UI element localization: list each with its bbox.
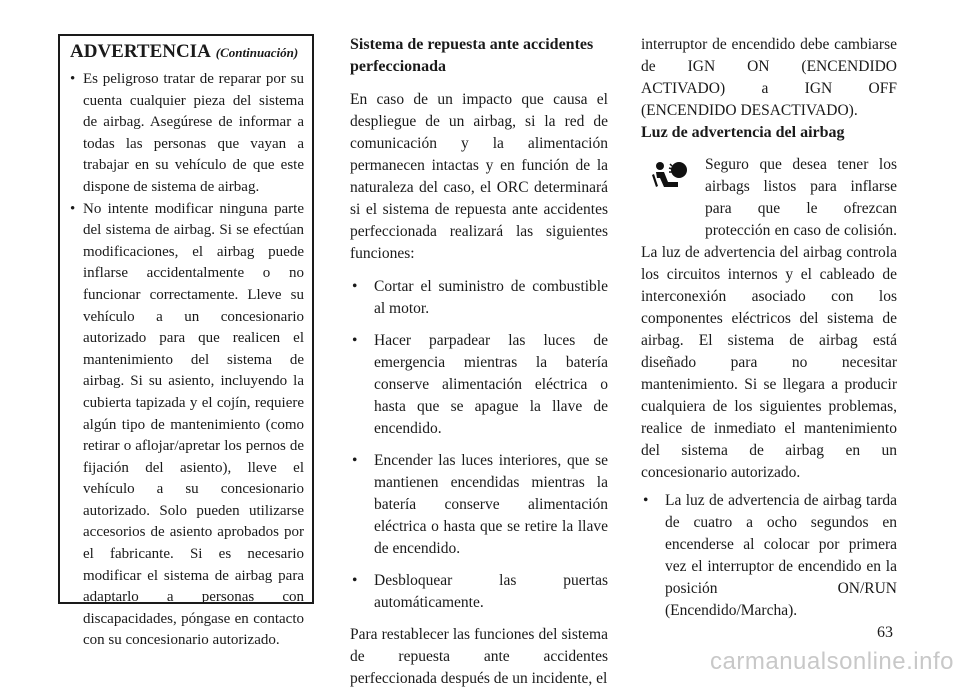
watermark: carmanualsonline.info: [710, 648, 954, 675]
warning-bullet: • No intente modificar ninguna parte del sistema de airbag. Si se efectúan modificaciones, el airbag puede inflarse accidentalmente o no funcionar correctamente. Lleve su vehículo a un concesionario autorizado para que realicen el mantenimiento del sistema de airbag. Si su asiento, incluyendo la cubierta tapizada y el cojín, requiere algún tipo de mantenimiento (como retirar o aflojar/apretar los pernos de fijación del asiento), lleve el vehículo a su concesionario autorizado. Solo pueden utilizarse accesorios de asiento aprobados por el fabricante. Si es necesario modificar el sistema de airbag para adaptarlo a personas con discapacidades, póngase en contacto con su concesionario autorizado.: [70, 199, 304, 652]
section-heading-airbag-light: Luz de advertencia del airbag: [641, 124, 845, 141]
response-functions-list: [350, 276, 608, 614]
warning-bullet-list: [70, 69, 304, 652]
warning-box: [58, 34, 314, 649]
airbag-warning-icon: [641, 154, 705, 222]
response-function-item: • Encender las luces interiores, que se mantienen encendidas mientras la batería conserve alimentación eléctrica o hasta que se retire la llave de encendido.: [350, 450, 608, 560]
response-system-closing-continued: interruptor de encendido debe cambiarse de IGN ON (ENCENDIDO ACTIVADO) a IGN OFF (ENCENDIDO DESACTIVADO).: [641, 36, 897, 119]
warning-column: [58, 34, 314, 649]
response-function-item: • Cortar el suministro de combustible al motor.: [350, 276, 608, 320]
response-system-column: [350, 34, 608, 690]
warning-continuation: (Continuación): [215, 45, 299, 60]
airbag-light-body: Seguro que desea tener los airbags listos para inflarse para que le ofrezcan protección en caso de colisión. La luz de advertencia del airbag controla los circuitos internos y el cableado de interconexión asociado con los componentes eléctricos del sistema de airbag. El sistema de airbag está diseñado para no necesitar mantenimiento. Si se llegara a producir cualquiera de los siguientes problemas, realice de inmediato el mantenimiento del sistema de airbag en un concesionario autorizado.: [641, 156, 897, 481]
airbag-problems-list: [641, 490, 897, 622]
airbag-problem-item: • La luz de advertencia de airbag tarda de cuatro a ocho segundos en encenderse al colocar por primera vez el interruptor de encendido en la posición ON/RUN (Encendido/Marcha).: [641, 490, 897, 622]
page-number: 63: [877, 624, 893, 641]
response-system-closing: Para restablecer las funciones del sistema de repuesta ante accidentes perfeccionada después de un incidente, el: [350, 626, 608, 687]
warning-bullet: • Es peligroso tratar de reparar por su cuenta cualquier pieza del sistema de airbag. Asegúrese de informar a todas las personas que vayan a trabajar en su vehículo de que este dispone de sistema de airbag.: [70, 69, 304, 199]
response-function-item: • Desbloquear las puertas automáticamente.: [350, 570, 608, 614]
response-system-intro: En caso de un impacto que causa el despliegue de un airbag, si la red de comunicación y la alimentación permanecen intactas y en función de la naturaleza del caso, el ORC determinará si el sistema de repuesta ante accidentes perfeccionada realizará las siguientes funciones:: [350, 91, 608, 262]
warning-title: [70, 40, 304, 65]
airbag-warning-column: [641, 122, 897, 632]
section-heading-response-system: Sistema de repuesta ante accidentes perfeccionada: [350, 36, 594, 75]
response-function-item: • Hacer parpadear las luces de emergencia mientras la batería conserve alimentación eléctrica o hasta que se apague la llave de encendido.: [350, 330, 608, 440]
warning-label: ADVERTENCIA: [70, 41, 211, 62]
